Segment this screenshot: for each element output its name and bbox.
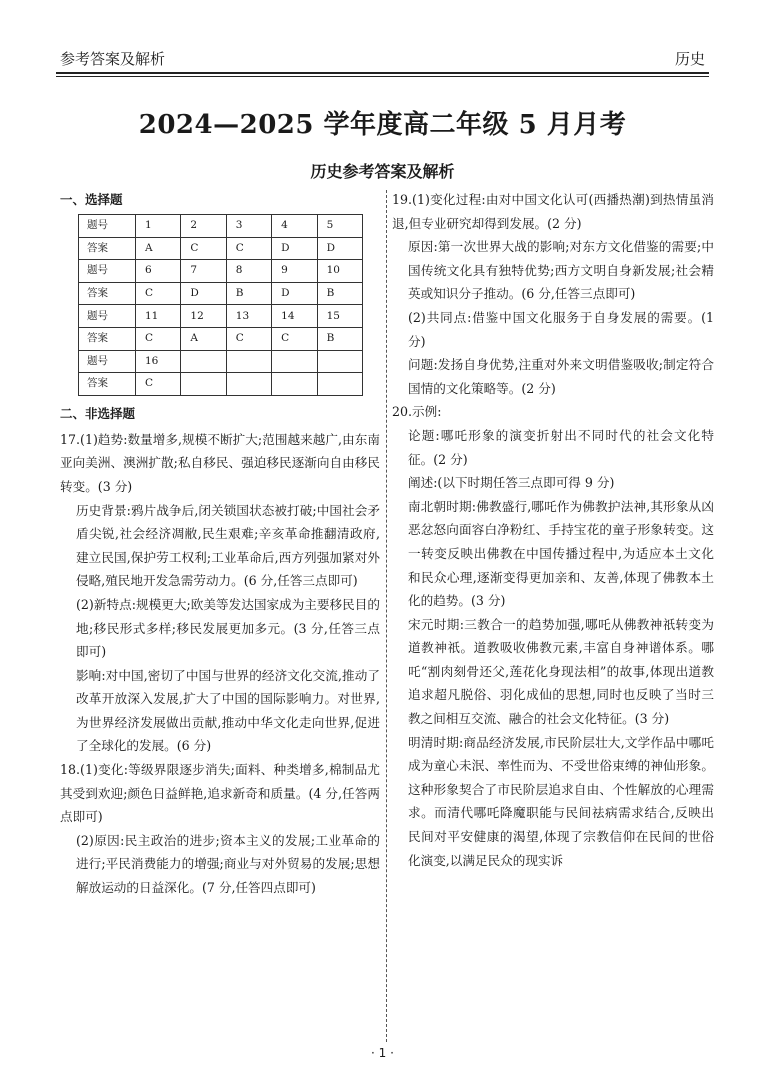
answer-table-cell: D <box>181 282 226 305</box>
answer-table-cell: 12 <box>181 305 226 328</box>
header-rule-thin <box>56 76 709 77</box>
answer-table-cell: C <box>136 373 181 396</box>
answer-table-cell: 2 <box>181 215 226 238</box>
answer-table-cell: C <box>226 237 271 260</box>
answer-table-header-cell: 题号 <box>79 350 136 373</box>
answer-table-row <box>79 260 363 283</box>
answer-table-cell <box>272 373 317 396</box>
answer-table-cell: 6 <box>136 260 181 283</box>
answer-table-cell: D <box>272 282 317 305</box>
page-subtitle: 历史参考答案及解析 <box>310 162 455 181</box>
answer-table-cell: 3 <box>226 215 271 238</box>
q19-reasons: 原因:第一次世界大战的影响;对东方文化借鉴的需要;中国传统文化具有独特优势;西方文明自身新发展;社会精英或知识分子推动。(6 分,任答三点即可) <box>408 239 714 302</box>
answer-table-cell: 9 <box>272 260 317 283</box>
answer-table-cell: D <box>272 237 317 260</box>
answer-table-cell: B <box>317 282 362 305</box>
q17-part1: 17.(1)趋势:数量增多,规模不断扩大;范围越来越广,由东南亚向美洲、澳洲扩散;私自移民、强迫移民逐渐向自由移民转变。(3 分) <box>60 431 380 494</box>
answer-table-cell <box>317 373 362 396</box>
answer-table-row <box>79 282 363 305</box>
q19-part1: 19.(1)变化过程:由对中国文化认可(西播热潮)到热情虽消退,但专业研究却得到发展。(2 分) <box>392 192 714 231</box>
column-divider <box>386 190 387 1042</box>
answer-table-header-cell: 答案 <box>79 373 136 396</box>
answer-table-cell: C <box>136 327 181 350</box>
answer-table-cell: C <box>226 327 271 350</box>
q20-thesis: 论题:哪吒形象的演变折射出不同时代的社会文化特征。(2 分) <box>408 427 714 467</box>
q18-part1: 18.(1)变化:等级界限逐步消失;面料、种类增多,棉制品尤其受到欢迎;颜色日益鲜艳,追求新奇和质量。(4 分,任答两点即可) <box>60 762 380 825</box>
answer-table-cell: B <box>317 327 362 350</box>
left-column <box>60 188 380 900</box>
answer-table-header-cell: 答案 <box>79 237 136 260</box>
answer-table-row <box>79 215 363 238</box>
answer-table-row <box>79 373 363 396</box>
answer-table-row <box>79 305 363 328</box>
answer-table-cell: 7 <box>181 260 226 283</box>
answer-table-header-cell: 题号 <box>79 260 136 283</box>
answer-table-cell <box>272 350 317 373</box>
answer-table-header-cell: 答案 <box>79 282 136 305</box>
section-choice-title: 一、选择题 <box>60 192 123 207</box>
q19-issue: 问题:发扬自身优势,注重对外来文明借鉴吸收;制定符合国情的文化策略等。(2 分) <box>408 357 714 396</box>
header-subject-text: 历史 <box>674 50 705 68</box>
answer-table-row <box>79 327 363 350</box>
answer-table-cell <box>181 373 226 396</box>
answer-table-cell: 1 <box>136 215 181 238</box>
answer-table-cell: A <box>181 327 226 350</box>
q17-part2: (2)新特点:规模更大;欧美等发达国家成为主要移民目的地;移民形式多样;移民发展更加多元。(3 分,任答三点即可) <box>76 596 380 660</box>
answer-table-header-cell: 答案 <box>79 327 136 350</box>
page-header <box>56 44 709 70</box>
answer-table-cell <box>226 350 271 373</box>
q17-background: 历史背景:鸦片战争后,闭关锁国状态被打破;中国社会矛盾尖锐,社会经济凋敝,民生艰难;辛亥革命推翻清政府,建立民国,保护劳工权利;工业革命后,西方列强加紧对外侵略,殖民地开发急需劳动力。(6 分,任答三点即可) <box>76 502 380 589</box>
answer-table-cell: 10 <box>317 260 362 283</box>
answer-table-cell: C <box>272 327 317 350</box>
answer-table-cell: 14 <box>272 305 317 328</box>
answer-table-cell: C <box>181 237 226 260</box>
answer-table-cell: 16 <box>136 350 181 373</box>
header-left-text: 参考答案及解析 <box>60 50 166 68</box>
answer-table <box>78 214 363 396</box>
q19-part2: (2)共同点:借鉴中国文化服务于自身发展的需要。(1 分) <box>408 309 714 349</box>
q20-elaboration: 阐述:(以下时期任答三点即可得 9 分) <box>408 475 615 491</box>
answer-table-cell: B <box>226 282 271 305</box>
answer-table-cell <box>181 350 226 373</box>
answer-table-cell <box>226 373 271 396</box>
q20-example: 20.示例: <box>392 404 442 420</box>
answer-table-cell <box>317 350 362 373</box>
answer-table-cell: A <box>136 237 181 260</box>
q20-nanbei: 南北朝时期:佛教盛行,哪吒作为佛教护法神,其形象从凶恶忿怒向面容白净粉红、手持宝花的童子形象转变。这一转变反映出佛教在中国传播过程中,为适应本土文化和民众心理,逐渐变得更加亲和、友善,体现了佛教本土化的趋势。(3 分) <box>408 498 714 609</box>
answer-table-cell: 4 <box>272 215 317 238</box>
answer-table-cell: 11 <box>136 305 181 328</box>
answer-table-row <box>79 237 363 260</box>
q20-songyuan: 宋元时期:三教合一的趋势加强,哪吒从佛教神祇转变为道教神祇。道教吸收佛教元素,丰富自身神谱体系。哪吒“割肉刻骨还父,莲花化身现法相”的故事,体现出道教追求超凡脱俗、羽化成仙的思想,同时也反映了当时三教之间相互交流、融合的社会文化特征。(3 分) <box>408 616 714 727</box>
answer-table-header-cell: 题号 <box>79 215 136 238</box>
answer-table-header-cell: 题号 <box>79 305 136 328</box>
q20-mingqing: 明清时期:商品经济发展,市民阶层壮大,文学作品中哪吒成为童心未泯、率性而为、不受世俗束缚的神仙形象。这种形象契合了市民阶层追求自由、个性解放的心理需求。而清代哪吒降魔职能与民间祛病需求结合,反映出民间对平安健康的渴望,体现了宗教信仰在民间的世俗化演变,以满足民众的现实诉 <box>408 734 714 868</box>
right-column <box>392 188 714 872</box>
page-number: · 1 · <box>371 1046 394 1060</box>
answer-table-cell: 5 <box>317 215 362 238</box>
answer-table-cell: D <box>317 237 362 260</box>
answer-table-cell: C <box>136 282 181 305</box>
answer-table-cell: 8 <box>226 260 271 283</box>
answer-table-row <box>79 350 363 373</box>
answer-table-cell: 13 <box>226 305 271 328</box>
q18-part2: (2)原因:民主政治的进步;资本主义的发展;工业革命的进行;平民消费能力的增强;商业与对外贸易的发展;思想解放运动的日益深化。(7 分,任答四点即可) <box>76 832 380 896</box>
section-nonchoice-title: 二、非选择题 <box>60 405 136 421</box>
answer-table-cell: 15 <box>317 305 362 328</box>
header-rule-thick <box>56 72 709 74</box>
page-title: 2024—2025 学年度高二年级 5 月月考 <box>138 110 627 140</box>
q17-impact: 影响:对中国,密切了中国与世界的经济文化交流,推动了改革开放深入发展,扩大了中国的国际影响力。对世界,为世界经济发展做出贡献,推动中华文化走向世界,促进了全球化的发展。(6 分) <box>76 667 380 754</box>
